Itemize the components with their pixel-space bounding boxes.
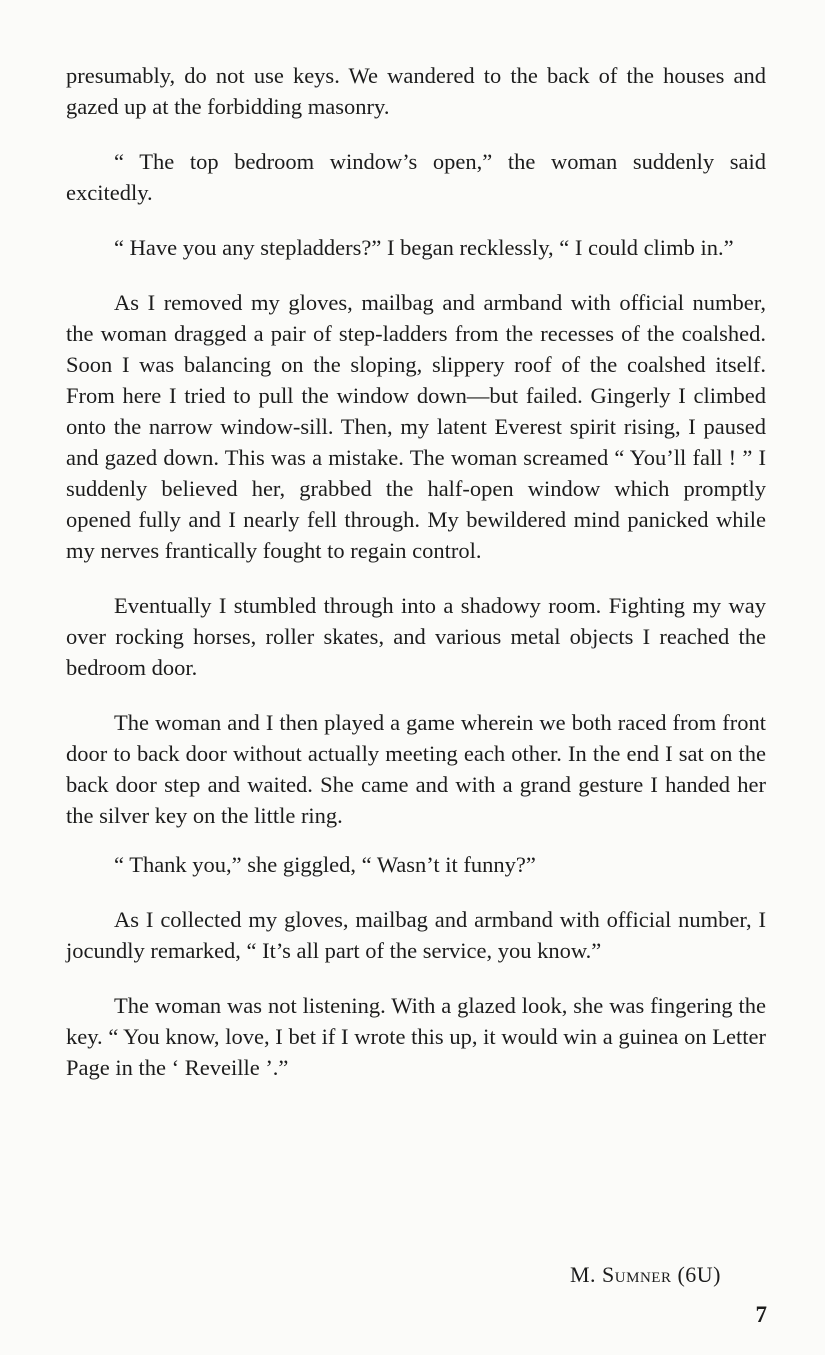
author-signature xyxy=(570,1262,721,1288)
paragraph-climbing: As I removed my gloves, mailbag and armband with official number, the woman dragged a pair of step-ladders from the recesses of the coalshed. Soon I was balancing on the sloping, slippery roof of the coalshed itself. From here I tried to pull the window down—but failed. Gingerly I climbed onto the narrow window-sill. Then, my latent Everest spirit rising, I paused and gazed down. This was a mistake. The woman screamed “ You’ll fall ! ” I suddenly believed her, grabbed the half-open window which promptly opened fully and I nearly fell through. My bewildered mind panicked while my nerves frantically fought to regain control. xyxy=(66,290,766,563)
author-initial: M. xyxy=(569,1262,597,1287)
paragraph-stepladders: “ Have you any stepladders?” I began recklessly, “ I could climb in.” xyxy=(114,235,734,260)
author-form: (6U) xyxy=(677,1262,721,1287)
paragraph-thank-you: “ Thank you,” she giggled, “ Wasn’t it funny?” xyxy=(114,852,536,877)
paragraph-window-open: “ The top bedroom window’s open,” the woman suddenly said excitedly. xyxy=(66,149,766,205)
paragraph-reveille: The woman was not listening. With a glazed look, she was fingering the key. “ You know, love, I bet if I wrote this up, it would win a guinea on Letter Page in the ‘ Reveille ’.” xyxy=(66,993,766,1080)
paragraph-shadowy-room: Eventually I stumbled through into a shadowy room. Fighting my way over rocking horses, roller skates, and various metal objects I reached the bedroom door. xyxy=(66,593,766,680)
paragraph-service: As I collected my gloves, mailbag and armband with official number, I jocundly remarked, “ It’s all part of the service, you know.” xyxy=(66,907,766,963)
paragraph-continuation: presumably, do not use keys. We wandered to the back of the houses and gazed up at the forbidding masonry. xyxy=(66,63,766,119)
paragraph-game: The woman and I then played a game wherein we both raced from front door to back door without actually meeting each other. In the end I sat on the back door step and waited. She came and with a grand gesture I handed her the silver key on the little ring. xyxy=(66,710,766,828)
author-surname: Sumner xyxy=(602,1262,672,1287)
page-number: 7 xyxy=(755,1302,767,1327)
article-body xyxy=(66,60,766,1107)
